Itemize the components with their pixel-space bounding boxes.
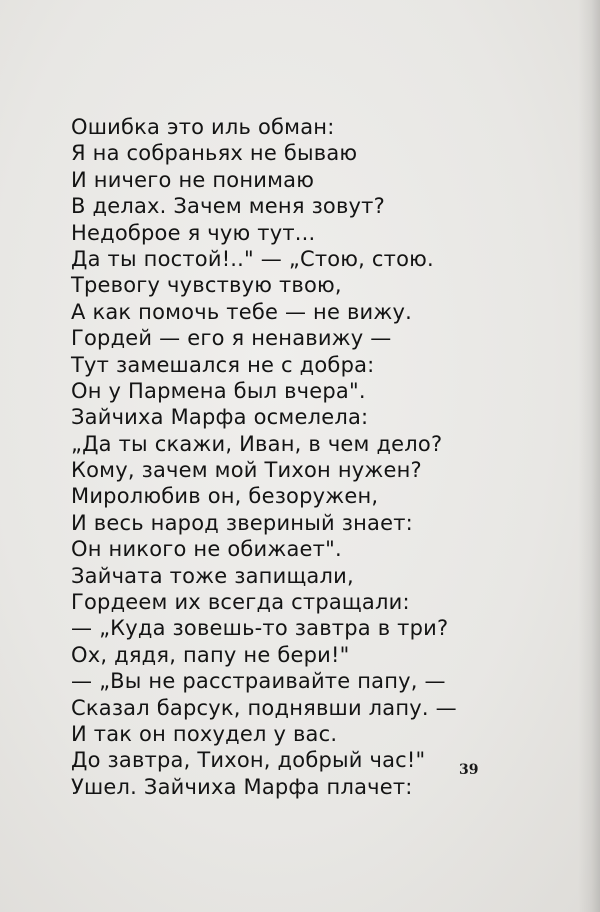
poem-line: Ошибка это иль обман: [71, 115, 335, 139]
poem-line: — „Вы не расстраивайте папу, — [71, 669, 446, 694]
poem-line: Зайчиха Марфа осмелела: [71, 405, 369, 430]
poem-line: Миролюбив он, безоружен, [71, 484, 379, 509]
poem-line: Он никого не обижает". [71, 537, 342, 562]
poem-line: Ох, дядя, папу не бери!" [71, 642, 350, 667]
poem-line: До завтра, Тихон, добрый час!" [71, 748, 426, 773]
poem-line: Он у Пармена был вчера". [71, 378, 366, 403]
poem-line: Сказал барсук, поднявши лапу. — [71, 695, 457, 720]
poem-line: Ушел. Зайчиха Марфа плачет: [71, 774, 413, 799]
poem-line: Тут замешался не с добра: [71, 352, 375, 377]
page-number: 39 [459, 762, 479, 778]
poem-line: Гордей — его я ненавижу — [71, 326, 392, 351]
page-edge-shadow [578, 0, 600, 912]
poem-line: В делах. Зачем меня зовут? [71, 194, 385, 219]
poem-line: Да ты постой!.." — „Стою, стою. [71, 246, 434, 271]
poem-line: И так он похудел у вас. [71, 721, 338, 746]
poem-line: Зайчата тоже запищали, [71, 563, 354, 588]
poem-line: Я на собраньях не бываю [71, 141, 358, 166]
poem-text [71, 114, 457, 800]
poem-line: Тревогу чувствую твою, [71, 273, 342, 298]
poem-line: И ничего не понимаю [71, 167, 315, 192]
poem-line: И весь народ звериный знает: [71, 510, 413, 535]
poem-line: Кому, зачем мой Тихон нужен? [71, 458, 422, 483]
poem-line: Недоброе я чую тут... [71, 220, 316, 245]
poem-line: А как помочь тебе — не вижу. [71, 299, 413, 324]
poem-line: „Да ты скажи, Иван, в чем дело? [71, 431, 443, 456]
poem-line: Гордеем их всегда стращали: [71, 590, 410, 615]
poem-line: — „Куда зовешь-то завтра в три? [71, 616, 449, 641]
